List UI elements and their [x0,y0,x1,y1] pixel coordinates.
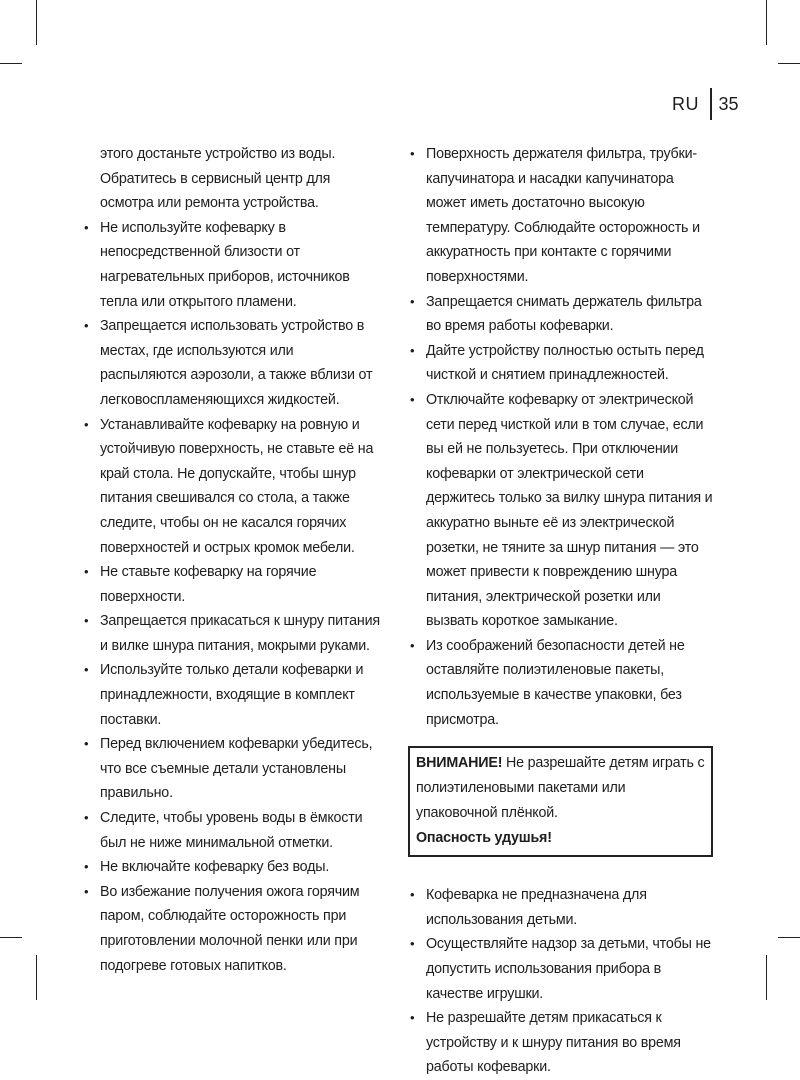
list-item: • Дайте устройству полностью остыть перед чисткой и снятием принадлежностей. [408,339,713,388]
warning-box [408,746,713,857]
bullet-icon: • [84,883,89,899]
bullet-icon: • [410,887,415,903]
list-item: • Запрещается прикасаться к шнуру питания и вилке шнура питания, мокрыми руками. [82,609,382,658]
bullet-icon: • [84,219,89,235]
crop-mark [766,955,767,1000]
page-number: 35 [718,93,739,114]
bullet-icon: • [410,342,415,358]
right-column [408,142,713,1080]
list-item: • Не используйте кофеварку в непосредственной близости от нагревательных приборов, источников тепла или открытого пламени. [82,216,382,314]
bullet-icon: • [84,736,89,752]
danger-text: Опасность удушья! [416,830,552,847]
list-item: • Перед включением кофеварки убедитесь, что все съемные детали установлены правильно. [82,732,382,806]
crop-mark [778,937,800,938]
crop-mark [778,63,800,64]
list-item: • Используйте только детали кофеварки и принадлежности, входящие в комплект поставки. [82,658,382,732]
bullet-icon: • [410,391,415,407]
list-item: • Устанавливайте кофеварку на ровную и устойчивую поверхность, не ставьте её на край стола. Не допускайте, чтобы шнур питания свешивался со стола, а также следите, чтобы он не касался горячих поверхностей и острых кромок мебели. [82,413,382,561]
language-code: RU [672,93,699,114]
list-item: • Отключайте кофеварку от электрической сети перед чисткой или в том случае, если вы ей не пользуетесь. При отключении кофеварки от электрической сети держитесь только за вилку шнура питания и аккуратно выньте её из электрической розетки, не тяните за шнур питания — это может привести к повреждению шнура питания, электрической розетки или вызвать короткое замыкание. [408,388,713,634]
crop-mark [0,63,22,64]
list-item: • Не разрешайте детям прикасаться к устройству и к шнуру питания во время работы кофеварки. [408,1006,713,1080]
crop-mark [0,937,22,938]
crop-mark [36,0,37,45]
bullet-icon: • [410,293,415,309]
list-item: • Во избежание получения ожога горячим паром, соблюдайте осторожность при приготовлении молочной пенки или при подогреве готовых напитков. [82,880,382,978]
warning-text: Не разрешайте детям играть с полиэтиленовыми пакетами или упаковочной плёнкой. [416,755,705,822]
list-item: • Поверхность держателя фильтра, трубки-капучинатора и насадки капучинатора может иметь достаточно высокую температуру. Соблюдайте осторожность и аккуратность при контакте с горячими поверхностями. [408,142,713,290]
list-item: • Запрещается использовать устройство в местах, где используются или распыляются аэрозоли, а также вблизи от легковоспламеняющихся жидкостей. [82,314,382,412]
list-item: • Кофеварка не предназначена для использования детьми. [408,883,713,932]
bullet-icon: • [84,613,89,629]
bullet-icon: • [84,318,89,334]
bullet-icon: • [84,564,89,580]
bullet-icon: • [410,1010,415,1026]
page-header [672,88,739,120]
bullet-icon: • [84,810,89,826]
left-column [82,142,382,978]
bullet-icon: • [84,662,89,678]
list-item: • Следите, чтобы уровень воды в ёмкости был не ниже минимальной отметки. [82,806,382,855]
list-item: • Запрещается снимать держатель фильтра во время работы кофеварки. [408,290,713,339]
list-item: • Не включайте кофеварку без воды. [82,855,382,880]
bullet-icon: • [410,936,415,952]
list-item: • Осуществляйте надзор за детьми, чтобы не допустить использования прибора в качестве игрушки. [408,932,713,1006]
bullet-icon: • [410,637,415,653]
bullet-icon: • [410,146,415,161]
bullet-icon: • [84,416,89,432]
list-item: • Из соображений безопасности детей не оставляйте полиэтиленовые пакеты, используемые в качестве упаковки, без присмотра. [408,634,713,732]
crop-mark [36,955,37,1000]
list-item: • Не ставьте кофеварку на горячие поверхности. [82,560,382,609]
crop-mark [766,0,767,45]
continued-paragraph: этого достаньте устройство из воды. Обратитесь в сервисный центр для осмотра или ремонта устройства. [100,146,336,212]
bullet-icon: • [84,859,89,875]
warning-label: ВНИМАНИЕ! [416,755,503,772]
